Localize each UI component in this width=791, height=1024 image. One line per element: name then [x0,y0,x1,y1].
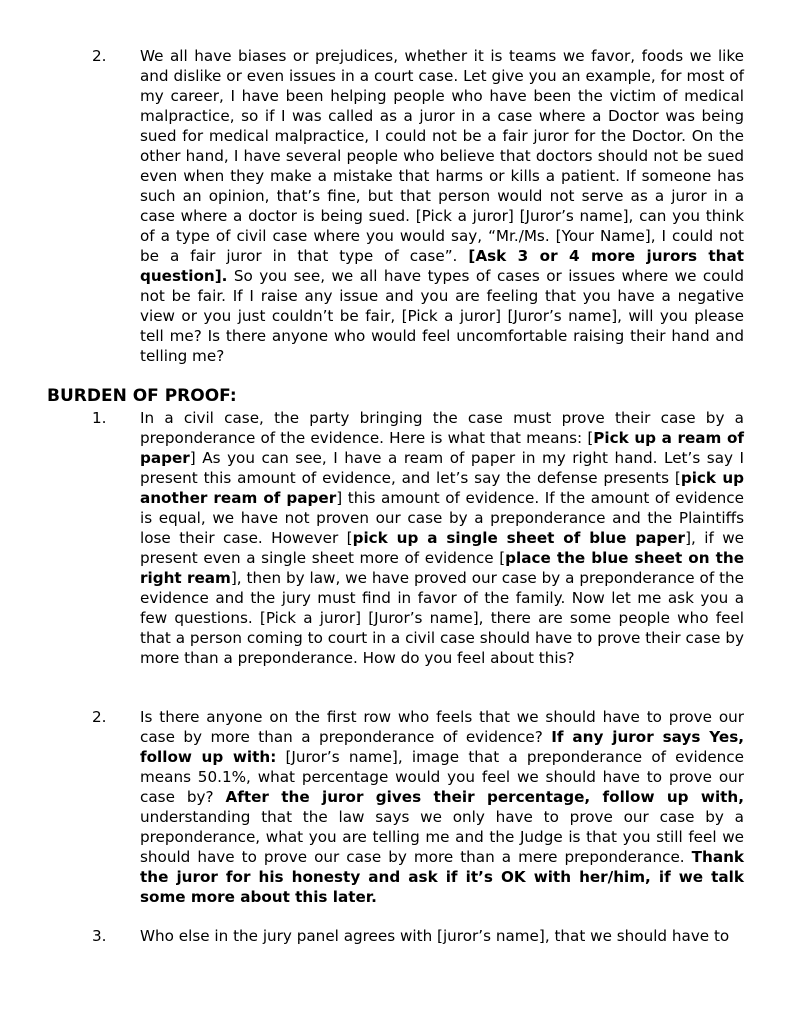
list-item-first-row [92,707,744,907]
item-paragraph [140,46,744,366]
text-segment: ], if we present even a single sheet more of evidence [ [140,529,744,567]
text-segment: So you see, we all have types of cases or issues where we could not be fair. If I raise any issue and you are feeling that you have a negative view or you just couldn’t be fair, [Pick a juror] [Juror’s name], will you please tell me? Is there anyone who would feel uncomfortable raising their hand and telling me? [140,267,744,365]
item-number: 3. [92,927,107,945]
item-paragraph [140,707,744,907]
text-segment: Is there anyone on the first row who feels that we should have to prove our case by more than a preponderance of evidence? [140,708,744,746]
instruction-text: [Ask 3 or 4 more jurors that question]. [140,247,744,285]
item-paragraph [140,926,744,946]
text-segment: We all have biases or prejudices, whether it is teams we favor, foods we like and dislike or even issues in a court case. Let give you an example, for most of my career, I have been helping people who have been the victim of medical malpractice, so if I was called as a juror in a case where a Doctor was being sued for medical malpractice, I could not be a fair juror for the Doctor. On the other hand, I have several people who believe that doctors should not be sued even when they make a mistake that harms or kills a patient. If someone has such an opinion, that’s fine, but that person would not serve as a juror in a case where a doctor is being sued. [Pick a juror] [Juror’s name], can you think of a type of civil case where you would say, “Mr./Ms. [Your Name], I could not be a fair juror in that type of case”. [140,47,744,265]
item-number: 2. [92,708,107,726]
text-segment: In a civil case, the party bringing the case must prove their case by a preponderance of the evidence. Here is what that means: [ [140,409,744,447]
text-segment: ] this amount of evidence. If the amount of evidence is equal, we have not proven our case by a preponderance and the Plaintiffs lose their case. However [ [140,489,744,547]
item-number: 1. [92,409,107,427]
section-heading: BURDEN OF PROOF: [47,386,237,406]
instruction-text: place the blue sheet on the right ream [140,549,744,587]
instruction-text: Pick up a ream of paper [140,429,744,467]
text-segment: ] As you can see, I have a ream of paper in my right hand. Let’s say I present this amount of evidence, and let’s say the defense presents [ [140,449,744,487]
instruction-text: After the juror gives their percentage, follow up with, [225,788,745,806]
text-segment: [Juror’s name], image that a preponderance of evidence means 50.1%, what percentage would you feel we should have to prove our case by? [140,748,744,806]
instruction-text: pick up a single sheet of blue paper [352,529,686,547]
text-segment: understanding that the law says we only have to prove our case by a preponderance, what you are telling me and the Judge is that you still feel we should have to prove our case by more than a mere preponderance. [140,808,744,866]
instruction-text: If any juror says Yes, follow up with: [140,728,745,766]
list-item-bias [92,46,744,366]
list-item-jury-panel [92,926,744,946]
item-number: 2. [92,47,107,65]
item-paragraph [140,408,744,668]
instruction-text: pick up another ream of paper [140,469,745,507]
list-item-preponderance [92,408,744,668]
text-segment: Who else in the jury panel agrees with [juror’s name], that we should have to [140,927,730,945]
instruction-text: Thank the juror for his honesty and ask if it’s OK with her/him, if we talk some more about this later. [140,848,744,906]
text-segment: ], then by law, we have proved our case by a preponderance of the evidence and the jury must find in favor of the family. Now let me ask you a few questions. [Pick a juror] [Juror’s name], there are some people who feel that a person coming to court in a civil case should have to prove their case by more than a preponderance. How do you feel about this? [140,569,744,667]
